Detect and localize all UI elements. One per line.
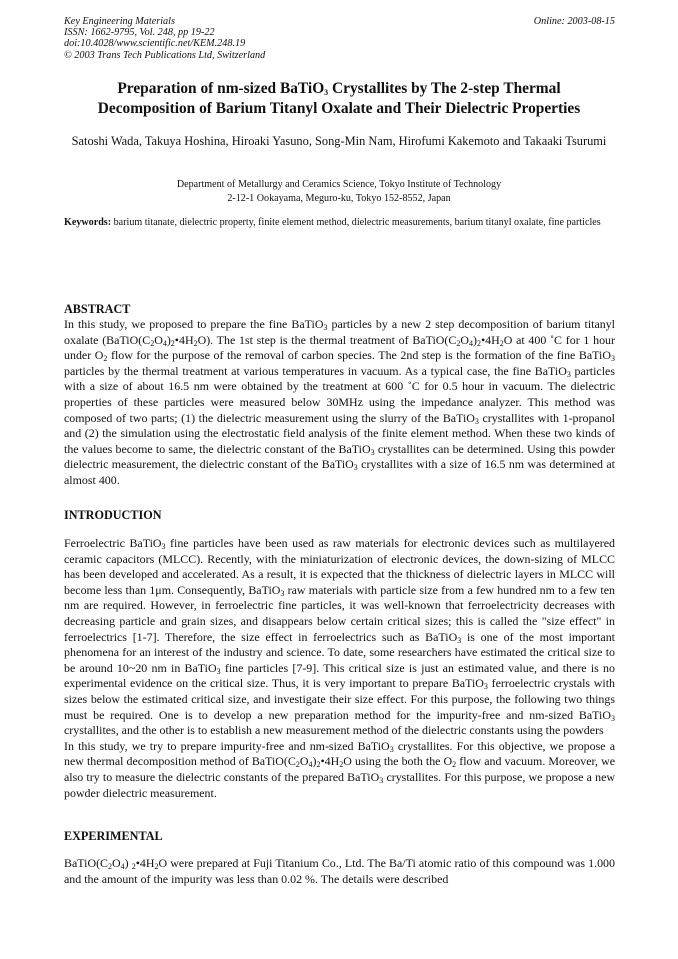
- text-run: particles with a size of about 16.5 nm were obtained by the treatment at 600 ˚C for 0.5 hour in vacuum. The dielectric properties of these particles were measured below 30MHz using the impedance analyzer. This method was composed of two parts; (1) the dielectric measurement using the slurry of the BaTiO: [64, 363, 615, 425]
- subscript: 3: [161, 542, 166, 551]
- subscript: 3: [611, 354, 615, 364]
- text-run: crystallites, and the other is to establish a new measurement method of the dielectric constants using the powders: [64, 723, 604, 738]
- text-run: raw materials with particle size from a few hundred nm to a few ten nm are required. However, in ferroelectric fine particles, it was well-known that ferroelectricity decreases with decreasing particle and grain sizes, and disappears below certain critical sizes; this is called the "size effect" in ferroelectrics [1-7]. Therefore, the size effect in ferroelectrics such as BaTiO: [64, 582, 615, 644]
- title-line1-after: Crystallites by The 2-step Thermal: [328, 80, 561, 97]
- text-run: •4H: [135, 856, 155, 870]
- subscript: 2: [131, 862, 136, 871]
- affiliation: [60, 178, 618, 205]
- affiliation-line2: 2-12-1 Ookayama, Meguro-ku, Tokyo 152-8552, Japan: [227, 192, 451, 204]
- subscript: 4: [308, 760, 313, 770]
- subscript: 3: [379, 775, 384, 785]
- text-run: In this study, we proposed to prepare the fine BaTiO: [64, 317, 324, 331]
- text-run: flow for the purpose of the removal of carbon species. The 2nd step is the formation of the fine BaTiO: [107, 348, 611, 363]
- subscript: 2: [170, 338, 175, 348]
- text-run: crystallites. For this objective, we propose a new thermal decomposition method of BaTiO(C: [64, 738, 615, 769]
- paper-title: [40, 79, 638, 119]
- introduction-paragraph-1: [64, 536, 615, 739]
- subscript: 2: [150, 338, 155, 348]
- copyright-line: © 2003 Trans Tech Publications Ltd, Switzerland: [64, 49, 266, 61]
- subscript: 2: [452, 760, 457, 770]
- subscript: 4: [162, 338, 167, 348]
- introduction-section: [64, 508, 615, 801]
- subscript: 3: [280, 588, 285, 598]
- text-run: •4H: [174, 332, 194, 347]
- doi-line: doi:10.4028/www.scientific.net/KEM.248.19: [64, 38, 246, 50]
- text-run: is one of the most important phenomena for an interest of the industry and science. To date, some researchers have estimated the critical size to be around 10~20 nm in BaTiO: [64, 629, 615, 675]
- issn-line: ISSN: 1662-9795, Vol. 248, pp 19-22: [64, 27, 215, 39]
- text-run: O: [299, 754, 309, 769]
- title-line1-sub: 3: [324, 88, 329, 97]
- text-run: BaTiO(C: [64, 856, 109, 870]
- abstract-heading: ABSTRACT: [64, 302, 131, 316]
- title-line1-before: Preparation of nm-sized BaTiO: [117, 80, 325, 97]
- experimental-section: [64, 829, 615, 887]
- abstract-text: [64, 317, 615, 489]
- subscript: 2: [154, 862, 159, 871]
- subscript: 2: [316, 760, 321, 770]
- text-run: O: [460, 332, 469, 347]
- experimental-text: [64, 856, 615, 887]
- text-run: ): [166, 332, 171, 347]
- text-run: crystallites. For this purpose, we propose a new powder dielectric measurement.: [64, 769, 615, 800]
- text-run: O: [112, 856, 121, 870]
- text-run: particles by the thermal treatment at various temperatures in vacuum. As a typical case, the fine BaTiO: [64, 363, 567, 378]
- subscript: 4: [468, 338, 473, 348]
- keywords: [64, 216, 615, 229]
- abstract-section: [64, 302, 615, 489]
- subscript: 3: [216, 666, 221, 676]
- text-run: O using the both the O: [343, 754, 453, 769]
- subscript: 3: [353, 463, 358, 473]
- journal-header: [64, 16, 615, 61]
- subscript: 3: [474, 416, 479, 426]
- text-run: ferroelectric crystals with sizes below the estimated critical size, and investigate their size effect. For this purpose, the following two things must be required. One is to develop a new preparation method for the impurity-free and nm-sized BaTiO: [64, 676, 615, 722]
- subscript: 3: [323, 323, 328, 332]
- subscript: 3: [566, 369, 571, 379]
- subscript: 4: [120, 862, 125, 871]
- text-run: particles by a new 2 step decomposition of barium titanyl oxalate (BaTiO(C: [64, 317, 615, 347]
- text-run: In this study, we try to prepare impurity-free and nm-sized BaTiO: [64, 738, 390, 753]
- text-run: crystallites with 1-propanol and (2) the simulation using the electrostatic field analysis of the finite element method. When these two kinds of the values become to same, the dielectric constant of the BaTiO: [64, 410, 615, 456]
- text-run: crystallites with a size of 16.5 nm was determined at almost 400.: [64, 457, 615, 487]
- subscript: 3: [457, 635, 462, 645]
- subscript: 3: [483, 682, 488, 692]
- subscript: 3: [611, 713, 615, 723]
- text-run: O: [154, 332, 163, 347]
- subscript: 2: [108, 862, 113, 871]
- text-run: ): [312, 754, 317, 769]
- subscript: 2: [499, 338, 504, 348]
- text-run: Ferroelectric BaTiO: [64, 536, 162, 550]
- keywords-text: barium titanate, dielectric property, finite element method, dielectric measurements, barium titanyl oxalate, fine particles: [111, 217, 601, 228]
- subscript: 2: [339, 760, 344, 770]
- subscript: 3: [389, 744, 394, 754]
- introduction-paragraph-2: [64, 739, 615, 801]
- experimental-heading: EXPERIMENTAL: [64, 829, 163, 843]
- affiliation-line1: Department of Metallurgy and Ceramics Science, Tokyo Institute of Technology: [176, 179, 502, 190]
- subscript: 3: [370, 447, 375, 457]
- text-run: ): [124, 856, 132, 870]
- text-run: •4H: [320, 754, 340, 769]
- text-run: ): [472, 332, 477, 347]
- introduction-heading: INTRODUCTION: [64, 508, 162, 522]
- text-run: O at 400 ˚C for 1 hour under O: [64, 332, 615, 363]
- text-run: O were prepared at Fuji Titanium Co., Ltd. The Ba/Ti atomic ratio of this compound was 1.000 and the amount of the impurity was less than 0.02 %. The details were described: [64, 856, 615, 886]
- subscript: 2: [295, 760, 300, 770]
- text-run: flow and vacuum. Moreover, we also try to measure the dielectric constants of the prepared BaTiO: [64, 754, 615, 784]
- text-run: •4H: [480, 332, 500, 347]
- subscript: 2: [456, 338, 461, 348]
- author-list: Satoshi Wada, Takuya Hoshina, Hiroaki Yasuno, Song-Min Nam, Hirofumi Kakemoto and Takaaki Tsurumi: [71, 134, 607, 148]
- journal-name: Key Engineering Materials: [64, 16, 175, 27]
- text-run: fine particles [7-9]. This critical size is just an estimated value, and there is no experimental evidence on the critical size. Thus, it is very important to prepare BaTiO: [64, 660, 615, 691]
- keywords-label: Keywords:: [64, 217, 112, 228]
- subscript: 2: [476, 338, 481, 348]
- text-run: O). The 1st step is the thermal treatment of BaTiO(C: [197, 332, 457, 347]
- online-date: Online: 2003-08-15: [533, 16, 615, 27]
- subscript: 2: [193, 338, 198, 348]
- text-run: crystallites can be determined. Using this powder dielectric measurement, the dielectric constant of the BaTiO: [64, 441, 615, 472]
- subscript: 2: [103, 354, 108, 364]
- text-run: fine particles have been used as raw materials for electronic devices such as multilayered ceramic capacitors (MLCC). Recently, with the miniaturization of electronic devices, the down-sizing of MLCC has been developed and accelerated. As a result, it is expected that the thickness of dielectric layers in MLCC will become less than 1μm. Consequently, BaTiO: [64, 536, 615, 597]
- title-line2: Decomposition of Barium Titanyl Oxalate and Their Dielectric Properties: [97, 100, 581, 117]
